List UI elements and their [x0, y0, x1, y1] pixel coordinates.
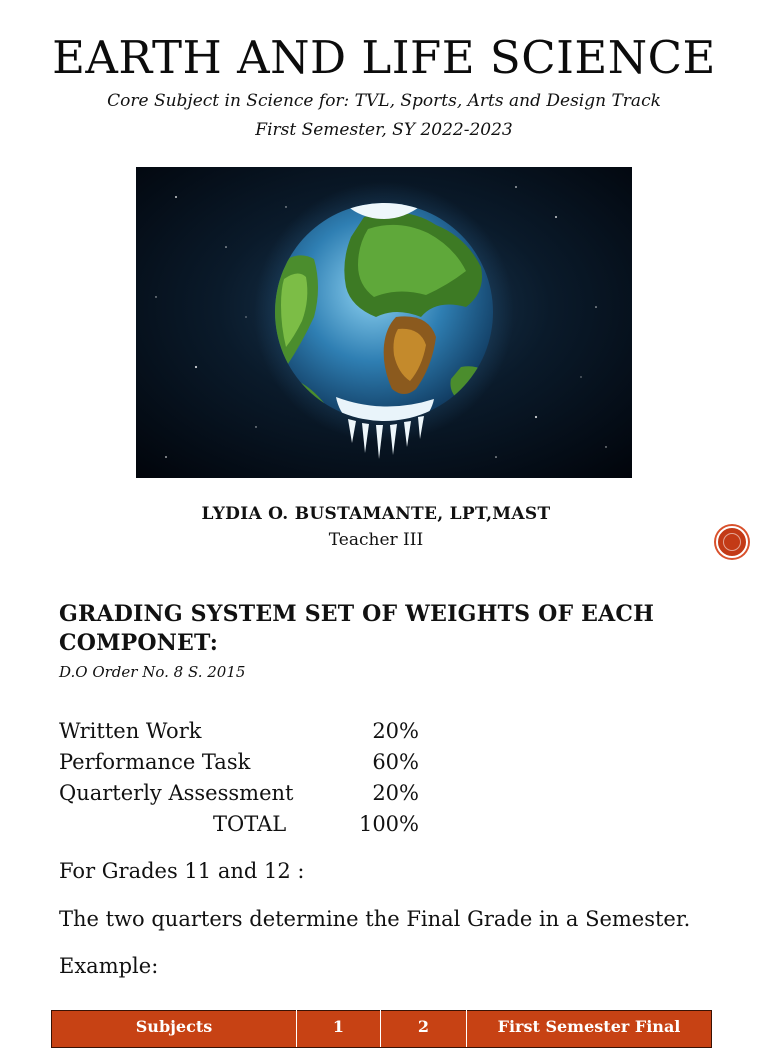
- total-row: [59, 809, 439, 840]
- component-label: Written Work: [59, 719, 202, 743]
- component-label: Performance Task: [59, 750, 251, 774]
- table-header-row: [52, 1011, 712, 1048]
- example-label: Example:: [59, 954, 159, 978]
- component-weight: 20%: [372, 719, 419, 743]
- column-header: First Semester Final: [467, 1011, 712, 1048]
- course-description: Core Subject in Science for: TVL, Sports, Arts and Design Track: [107, 91, 661, 111]
- weight-row: [59, 747, 439, 778]
- grading-weights: [59, 716, 439, 840]
- teacher-position: Teacher III: [328, 530, 424, 550]
- component-label: Quarterly Assessment: [59, 781, 294, 805]
- earth-illustration: [136, 167, 632, 478]
- example-grade-table: [51, 1010, 712, 1048]
- component-weight: 60%: [372, 750, 419, 774]
- document-title: EARTH AND LIFE SCIENCE: [52, 31, 716, 84]
- grade-level-note: For Grades 11 and 12 :: [59, 859, 305, 883]
- semester-note: The two quarters determine the Final Grade in a Semester.: [59, 907, 691, 931]
- column-header: Subjects: [52, 1011, 297, 1048]
- teacher-name: LYDIA O. BUSTAMANTE, LPT,MAST: [201, 504, 551, 524]
- weight-row: [59, 778, 439, 809]
- total-label: TOTAL: [213, 812, 287, 836]
- total-weight: 100%: [358, 812, 419, 836]
- deped-order-reference: D.O Order No. 8 S. 2015: [59, 663, 246, 681]
- column-header: 2: [381, 1011, 467, 1048]
- grading-heading: GRADING SYSTEM SET OF WEIGHTS OF EACH COMPONET:: [59, 601, 655, 656]
- circle-button-icon[interactable]: [716, 526, 748, 558]
- column-header: 1: [297, 1011, 381, 1048]
- weight-row: [59, 716, 439, 747]
- component-weight: 20%: [372, 781, 419, 805]
- semester-line: First Semester, SY 2022-2023: [255, 120, 513, 140]
